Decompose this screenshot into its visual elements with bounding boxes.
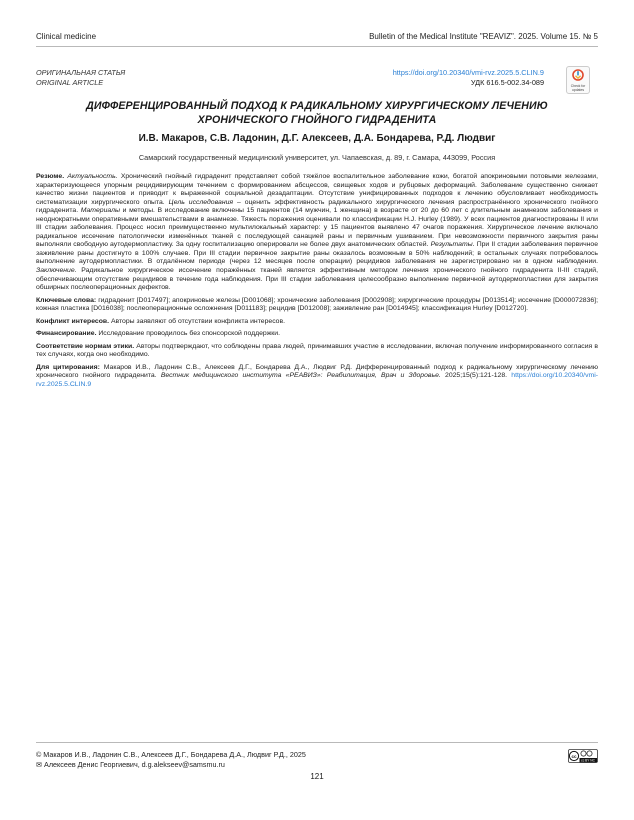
- conclusion-label: Заключение.: [36, 267, 77, 275]
- title-line-2: ХРОНИЧЕСКОГО ГНОЙНОГО ГИДРАДЕНИТА: [197, 114, 437, 126]
- methods-text: В исследование включены 15 пациентов (14 мужчин, 1 женщина) в возрасте от 20 до 60 лет с длительным анамнезом заболевания и неоднократными оперативными вмешательствами в анамнезе. Тяжесть поражения оценивали по классификации H.J. Hurley (1989). У всех пациентов диагностированы II или III стадии заболевания. Процесс носил преимущественно мультилокальный характер: у 15 пациентов выявлено 47 очагов поражения. Хирургическое лечение включало радикальное иссечение патологически изменённых тканей с последующей санацией раны и первичным ушиванием. При невозможности первичного закрытия раны выполняли свободную аутодермопластику. За одну госпитализацию оперировали не более двух анатомических областей.: [36, 207, 598, 249]
- methods-label-2: методы.: [129, 207, 155, 215]
- header-journal: Bulletin of the Medical Institute "REAVIZ". 2025. Volume 15. № 5: [369, 32, 598, 41]
- header-section: Clinical medicine: [36, 32, 97, 41]
- authors: И.В. Макаров, С.В. Ладонин, Д.Г. Алексеев, Д.А. Бондарева, Р.Д. Людвиг: [138, 133, 496, 144]
- conflict-text: Авторы заявляют об отсутствии конфликта интересов.: [110, 317, 286, 325]
- aim-label: Цель исследования: [168, 198, 234, 206]
- citation-journal: Вестник медицинского института «РЕАВИЗ»: Реабилитация, Врач и Здоровье.: [160, 372, 441, 380]
- funding-label: Финансирование.: [36, 330, 97, 338]
- conflict-label: Конфликт интересов.: [36, 317, 110, 325]
- funding: [36, 330, 598, 339]
- ethics-label: Соответствие нормам этики.: [36, 342, 135, 350]
- abstract-label: Резюме.: [36, 173, 65, 180]
- results-label: Результаты.: [430, 241, 475, 249]
- article-type: [36, 68, 125, 88]
- article-title: [36, 99, 598, 127]
- ethics: [36, 343, 598, 360]
- udk-code: УДК 616.5-002.34-089: [470, 78, 544, 87]
- conflict-of-interest: [36, 318, 598, 327]
- abstract: [36, 173, 598, 293]
- badge-caption: Check for updates: [570, 84, 586, 92]
- article-type-ru: ОРИГИНАЛЬНАЯ СТАТЬЯ: [36, 68, 126, 77]
- page-number: 121: [310, 772, 324, 781]
- corresponding-author: ✉ Алексеев Денис Георгиевич, d.g.alekseev@samsmu.ru: [36, 760, 225, 769]
- title-line-1: ДИФФЕРЕНЦИРОВАННЫЙ ПОДХОД К РАДИКАЛЬНОМУ ХИРУРГИЧЕСКОМУ ЛЕЧЕНИЮ: [86, 100, 548, 112]
- keywords-label: Ключевые слова:: [36, 296, 97, 304]
- article-front-matter: [36, 173, 598, 394]
- relevance-label: Актуальность.: [67, 173, 118, 180]
- citation-label: Для цитирования:: [36, 363, 100, 371]
- article-type-en: ORIGINAL ARTICLE: [36, 78, 104, 87]
- svg-text:cc: cc: [571, 753, 577, 759]
- crossmark-icon: [572, 69, 584, 81]
- citation-doi-link[interactable]: https://doi.org/10.20340/vmi-rvz.2025.5.CLIN.9: [36, 372, 599, 389]
- ethics-text: Авторы подтверждают, что соблюдены права людей, принимавших участие в исследовании, включая получение информированного согласия в тех случаях, когда оно необходимо.: [36, 342, 598, 359]
- affiliation: Самарский государственный медицинский университет, ул. Чапаевская, д. 89, г. Самара, 443099, Россия: [138, 153, 496, 162]
- relevance-text: Хронический гнойный гидраденит представляет собой тяжёлое воспалительное заболевание кожи, богатой апокриновыми потовыми железами, характеризующееся упорным рецидивирующим течением с формированием абсцессов, свищевых ходов и рубцовых деформаций. Заболевание существенно снижает качество жизни пациентов и приводит к выраженной социальной дезадаптации. Отсутствие унифицированных подходов к лечению обусловливает необходимость систематизации хирургического опыта.: [36, 173, 598, 206]
- keywords: [36, 297, 598, 314]
- keywords-text: гидраденит [D017497]; апокриновые железы [D001068]; хронические заболевания [D002908]; хирургические процедуры [D013514]; иссечение [D000072836]; кожная пластика [D016038]; послеоперационные осложнения [D011183]; рецидив [D012008]; заживление ран [D014945]; классификация Hurley [D012720].: [36, 296, 598, 313]
- footer: [36, 750, 306, 770]
- results-text: При II стадии заболевания первичное заживление раны достигнуто в 100% случаев. При III стадии первичное закрытие раны оказалось возможным в 50% наблюдений; в остальных случаях потребовалось выполнение аутодермопластики. В отдалённом периоде (через 12 месяцев после операции) рецидивов заболевания не зарегистрировано ни в одном наблюдении.: [36, 241, 599, 266]
- copyright: © Макаров И.В., Ладонин С.В., Алексеев Д.Г., Бондарева Д.А., Людвиг Р.Д., 2025: [36, 750, 306, 759]
- cc-license-icon[interactable]: [568, 749, 598, 763]
- conclusion-text: Радикальное хирургическое иссечение поражённых тканей является эффективным методом лечения хронического гнойного гидраденита II-III стадий, обеспечивающим отсутствие рецидивов в течение года наблюдения. При III стадии заболевания целесообразно выполнение первичной аутодермопластики для закрытия обширных послеоперационных дефектов.: [36, 267, 598, 292]
- methods-conjunction: и: [122, 207, 127, 215]
- citation-pages: 2025;15(5):121-128.: [445, 372, 508, 380]
- methods-label: Материалы: [80, 207, 121, 215]
- aim-text: – оценить эффективность радикального хирургического лечения распространённого хронического гнойного гидраденита.: [36, 198, 599, 215]
- header-divider: [36, 46, 598, 47]
- running-header: [36, 32, 598, 46]
- citation-text: Макаров И.В., Ладонин С.В., Алексеев Д.Г., Бондарева Д.А., Людвиг Р.Д. Дифференцированный подход к радикальному хирургическому лечению хронического гнойного гидраденита.: [36, 363, 598, 380]
- cc-license-text: cc BY NC: [581, 758, 595, 763]
- doi-link[interactable]: https://doi.org/10.20340/vmi-rvz.2025.5.CLIN.9: [392, 68, 544, 77]
- article-identifiers: [393, 68, 544, 88]
- citation: [36, 364, 598, 390]
- funding-text: Исследование проводилось без спонсорской поддержки.: [98, 330, 281, 338]
- check-for-updates-badge[interactable]: [566, 66, 590, 94]
- footer-divider: [36, 742, 598, 743]
